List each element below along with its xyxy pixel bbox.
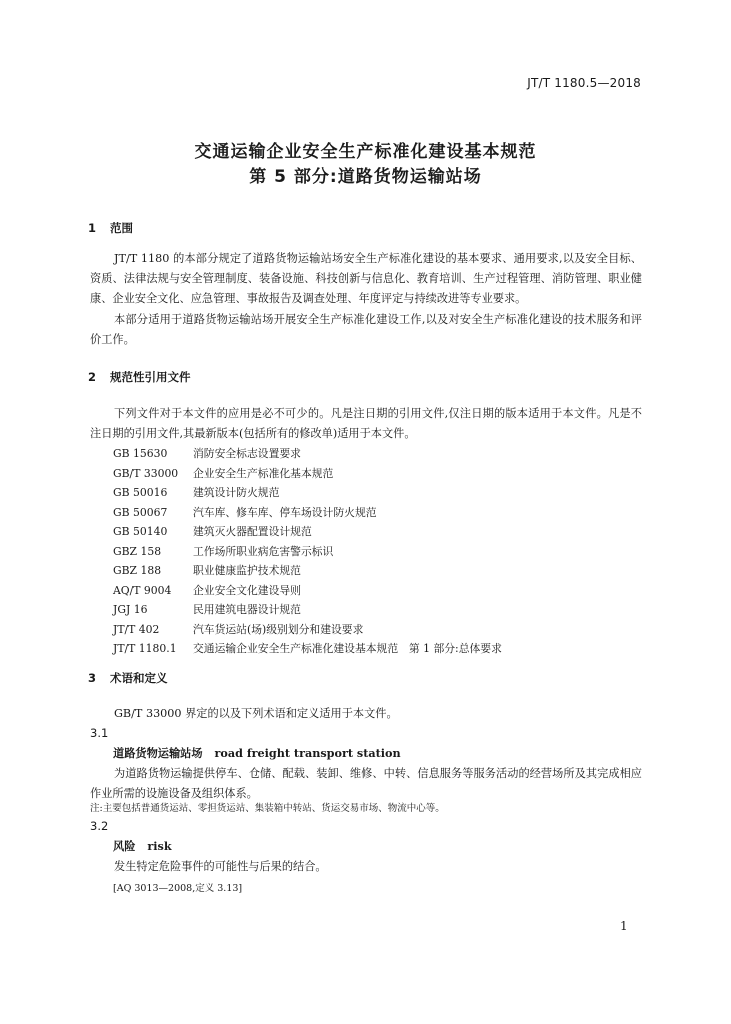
reference-code: GB/T 33000	[113, 466, 179, 480]
reference-title: 工作场所职业病危害警示标识	[193, 544, 334, 558]
reference-code: GB 50140	[113, 525, 168, 538]
term-en: road freight transport station	[214, 746, 401, 760]
reference-title: 汽车货运站(场)级别划分和建设要求	[193, 622, 364, 636]
clause-3-2-number: 3.2	[90, 819, 109, 833]
section-1-heading	[88, 220, 133, 236]
reference-item	[113, 561, 502, 581]
term-zh: 道路货物运输站场	[113, 747, 203, 760]
reference-item	[113, 522, 502, 542]
reference-title: 企业安全生产标准化基本规范	[193, 466, 334, 480]
reference-code: JT/T 402	[113, 622, 160, 636]
reference-item	[113, 464, 502, 484]
section-title: 规范性引用文件	[110, 370, 191, 384]
reference-item	[113, 600, 502, 620]
term-3-1-note: 注:主要包括普通货运站、零担货运站、集装箱中转站、货运交易市场、物流中心等。	[90, 803, 445, 814]
term-en: risk	[147, 839, 172, 853]
reference-item	[113, 639, 502, 659]
terms-intro: GB/T 33000 界定的以及下列术语和定义适用于本文件。	[114, 707, 398, 720]
reference-item	[113, 483, 502, 503]
document-title: 交通运输企业安全生产标准化建设基本规范	[194, 142, 537, 162]
reference-title: 建筑灭火器配置设计规范	[193, 525, 312, 538]
term-zh: 风险	[113, 840, 136, 853]
term-3-1	[113, 745, 401, 761]
reference-code: GBZ 188	[113, 564, 162, 577]
document-subtitle: 第 5 部分:道路货物运输站场	[249, 167, 482, 187]
section-title: 术语和定义	[110, 671, 168, 685]
reference-title: 民用建筑电器设计规范	[193, 603, 301, 616]
clause-3-1-number: 3.1	[90, 726, 109, 740]
reference-code: GB 50067	[113, 505, 168, 519]
term-3-2	[113, 838, 172, 854]
section-number: 3	[88, 671, 97, 685]
reference-list	[113, 444, 502, 659]
reference-code: JT/T 1180.1	[113, 642, 177, 655]
reference-code: GB 15630	[113, 447, 168, 460]
section-3-heading	[88, 670, 168, 686]
reference-item	[113, 620, 502, 640]
reference-title: 企业安全文化建设导则	[193, 583, 301, 597]
reference-item	[113, 542, 502, 562]
term-3-1-definition: 为道路货物运输提供停车、仓储、配载、装卸、维修、中转、信息服务等服务活动的经营场所及其完成相应作业所需的设施设备及组织体系。	[90, 767, 642, 800]
reference-title: 汽车库、修车库、停车场设计防火规范	[193, 505, 377, 519]
page-number: 1	[620, 919, 628, 933]
section-number: 1	[88, 221, 97, 235]
reference-code: AQ/T 9004	[113, 583, 172, 597]
scope-paragraph-1: JT/T 1180 的本部分规定了道路货物运输站场安全生产标准化建设的基本要求、通用要求,以及安全目标、资质、法律法规与安全管理制度、装备设施、科技创新与信息化、教育培训、生产过程管理、消防管理、职业健康、企业安全文化、应急管理、事故报告及调查处理、年度评定与持续改进等专业要求。	[90, 252, 642, 305]
normative-refs-intro: 下列文件对于本文件的应用是必不可少的。凡是注日期的引用文件,仅注日期的版本适用于本文件。凡是不注日期的引用文件,其最新版本(包括所有的修改单)适用于本文件。	[90, 407, 642, 440]
reference-title: 职业健康监护技术规范	[193, 564, 301, 577]
reference-item	[113, 581, 502, 601]
reference-code: GB 50016	[113, 486, 168, 499]
reference-code: JGJ 16	[113, 603, 148, 616]
section-2-heading	[88, 369, 191, 385]
section-number: 2	[88, 370, 97, 384]
term-3-2-source: [AQ 3013—2008,定义 3.13]	[113, 883, 243, 894]
reference-title: 交通运输企业安全生产标准化建设基本规范 第 1 部分:总体要求	[193, 642, 502, 655]
reference-item	[113, 503, 502, 523]
standard-code: JT/T 1180.5—2018	[527, 76, 641, 90]
reference-title: 消防安全标志设置要求	[193, 447, 301, 460]
scope-paragraph-2: 本部分适用于道路货物运输站场开展安全生产标准化建设工作,以及对安全生产标准化建设的技术服务和评价工作。	[90, 313, 642, 346]
reference-title: 建筑设计防火规范	[193, 486, 280, 499]
section-title: 范围	[110, 221, 133, 235]
term-3-2-definition: 发生特定危险事件的可能性与后果的结合。	[114, 860, 327, 873]
reference-item	[113, 444, 502, 464]
reference-code: GBZ 158	[113, 544, 162, 558]
